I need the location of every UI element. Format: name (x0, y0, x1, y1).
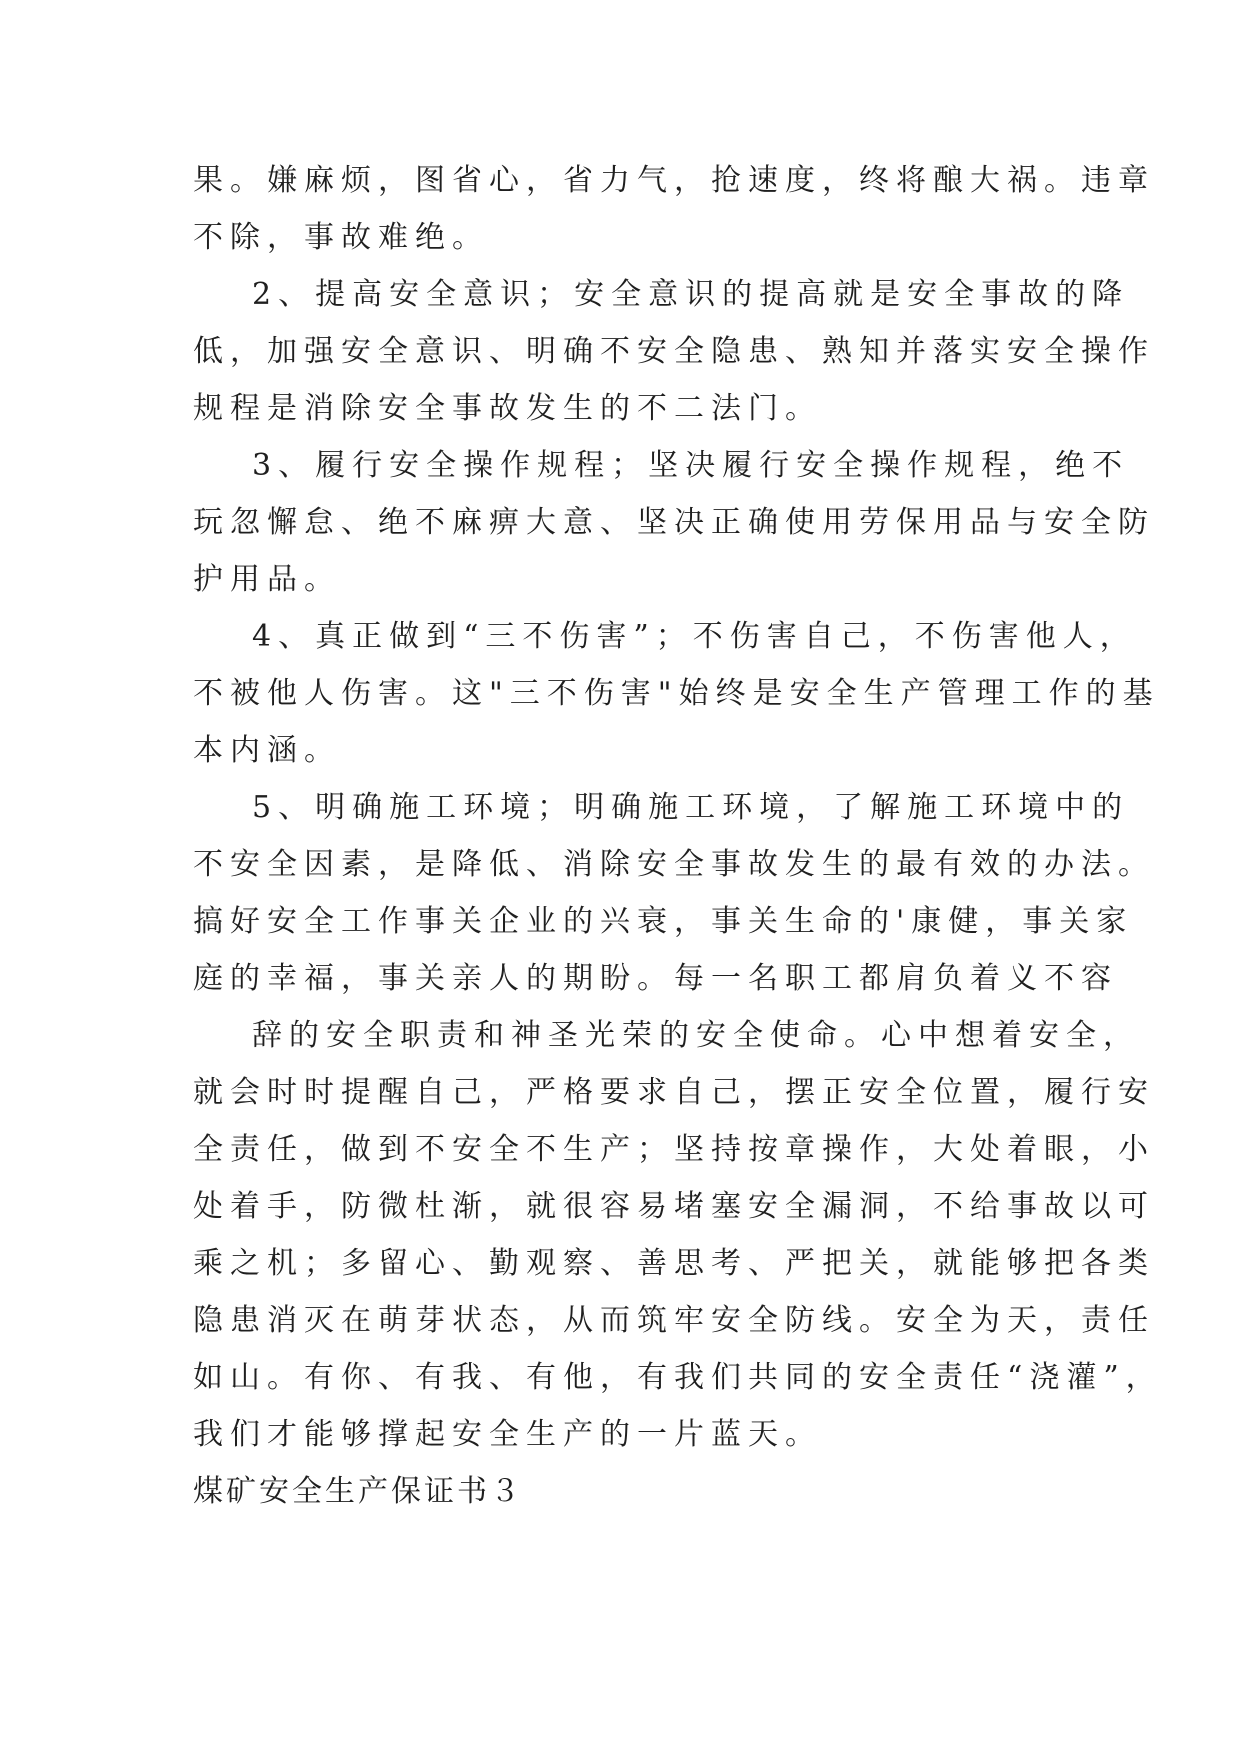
text-line: 果。嫌麻烦，图省心，省力气，抢速度，终将酿大祸。违章 (193, 163, 1155, 198)
text-line: 搞好安全工作事关企业的兴衰，事关生命的'康健，事关家 (193, 904, 1134, 939)
text-line: 我们才能够撑起安全生产的一片蓝天。 (193, 1417, 822, 1452)
text-line: 规程是消除安全事故发生的不二法门。 (193, 391, 822, 426)
paragraph-start-line: 5、明确施工环境；明确施工环境，了解施工环境中的 (252, 790, 1130, 825)
text-line: 玩忽懈怠、绝不麻痹大意、坚决正确使用劳保用品与安全防 (193, 505, 1155, 540)
text-line: 乘之机；多留心、勤观察、善思考、严把关，就能够把各类 (193, 1246, 1155, 1281)
text-line: 不被他人伤害。这"三不伤害"始终是安全生产管理工作的基 (193, 676, 1160, 711)
text-line: 本内涵。 (193, 733, 341, 768)
text-line: 全责任，做到不安全不生产；坚持按章操作，大处着眼，小 (193, 1132, 1155, 1167)
text-line: 不安全因素，是降低、消除安全事故发生的最有效的办法。 (193, 847, 1155, 882)
paragraph-start-line: 4、真正做到“三不伤害”；不伤害自己，不伤害他人， (252, 619, 1137, 654)
paragraph-start-line: 3、履行安全操作规程；坚决履行安全操作规程，绝不 (252, 448, 1130, 483)
text-line: 处着手，防微杜渐，就很容易堵塞安全漏洞，不给事故以可 (193, 1189, 1155, 1224)
paragraph-start-line: 辞的安全职责和神圣光荣的安全使命。心中想着安全， (252, 1018, 1140, 1053)
text-line: 隐患消灭在萌芽状态，从而筑牢安全防线。安全为天，责任 (193, 1303, 1155, 1338)
text-line: 就会时时提醒自己，严格要求自己，摆正安全位置，履行安 (193, 1075, 1155, 1110)
text-line: 护用品。 (193, 562, 341, 597)
section-title: 煤矿安全生产保证书３ (193, 1474, 523, 1509)
text-line: 低，加强安全意识、明确不安全隐患、熟知并落实安全操作 (193, 334, 1155, 369)
paragraph-start-line: 2、提高安全意识；安全意识的提高就是安全事故的降 (252, 277, 1130, 312)
text-line: 不除，事故难绝。 (193, 220, 489, 255)
text-line: 如山。有你、有我、有他，有我们共同的安全责任“浇灌”， (193, 1360, 1163, 1395)
text-line: 庭的幸福，事关亲人的期盼。每一名职工都肩负着义不容 (193, 961, 1118, 996)
